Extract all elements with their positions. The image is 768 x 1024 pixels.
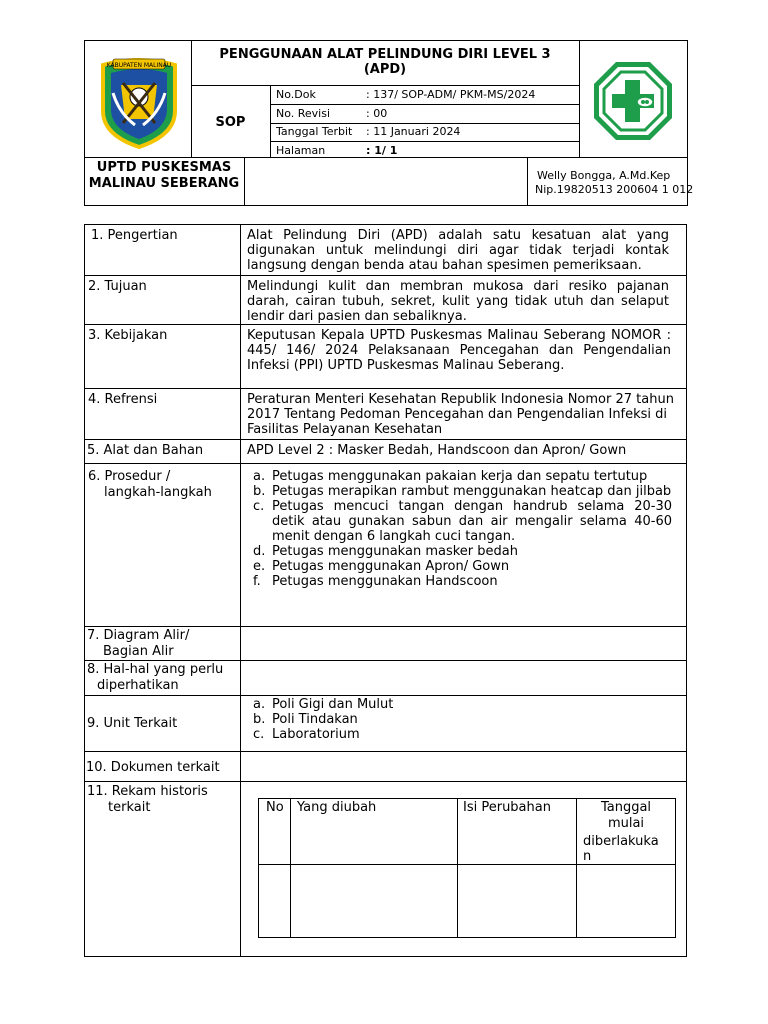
section-text-kebijakan: Keputusan Kepala UPTD Puskesmas Malinau Seberang NOMOR : 445/ 146/ 2024 Pelaksanaan Pencegahan dan Pengendalian Infeksi (PPI) UPTD Puskesmas Malinau Seberang. — [247, 328, 671, 373]
section-text-refrensi: Peraturan Menteri Kesehatan Republik Indonesia Nomor 27 tahun 2017 Tentang Pedoman Pencegahan dan Pengendalian Infeksi di Fasilitas Pelayanan Kesehatan — [247, 392, 674, 437]
meta-label-no-dok: No.Dok — [276, 88, 316, 101]
header-divider — [527, 157, 528, 206]
list-item: b. Poli Tindakan — [253, 712, 358, 727]
header-divider — [579, 40, 580, 158]
history-col-no: No — [266, 800, 284, 815]
history-col-yang-diubah: Yang diubah — [297, 800, 377, 815]
procedure-steps-list — [242, 469, 672, 589]
organization-name: UPTD PUSKESMAS MALINAU SEBERANG — [88, 160, 240, 191]
history-col-tanggal: mulai — [607, 816, 645, 831]
meta-label-no-revisi: No. Revisi — [276, 107, 331, 120]
meta-label-halaman: Halaman — [276, 144, 326, 157]
header-divider — [270, 141, 579, 142]
section-label-diagram-cont: Bagian Alir — [103, 644, 174, 659]
section-label-prosedur: 6. Prosedur / — [88, 469, 171, 484]
section-label-kebijakan: 3. Kebijakan — [88, 328, 168, 343]
table-row-divider — [84, 439, 687, 440]
section-label-alat-bahan: 5. Alat dan Bahan — [87, 443, 204, 458]
history-col-tanggal: Tanggal — [600, 800, 652, 815]
header-divider — [270, 104, 579, 105]
unit-terkait-list — [242, 697, 672, 742]
section-text-tujuan: Melindungi kulit dan membran mukosa dari resiko pajanan darah, cairan tubuh, sekret, kulit yang tidak utuh dan selaput lendir dari pasien dan sebaliknya. — [247, 279, 669, 324]
list-item: d. Petugas menggunakan masker bedah — [253, 544, 518, 559]
section-label-hal-hal: 8. Hal-hal yang perlu — [87, 662, 224, 677]
section-text-alat-bahan: APD Level 2 : Masker Bedah, Handscoon dan Apron/ Gown — [247, 443, 627, 458]
history-col-divider — [290, 798, 291, 938]
signer-nip: Nip.19820513 200604 1 012 — [535, 183, 694, 196]
kabupaten-emblem-logo — [95, 53, 183, 149]
section-label-tujuan: 2. Tujuan — [88, 279, 147, 294]
table-row-divider — [84, 626, 687, 627]
section-label-dokumen: 10. Dokumen terkait — [86, 760, 220, 775]
meta-value-no-revisi: : 00 — [366, 107, 388, 120]
document-title: PENGGUNAAN ALAT PELINDUNG DIRI LEVEL 3 (APD) — [219, 47, 551, 77]
table-row-divider — [84, 275, 687, 276]
list-item: f. Petugas menggunakan Handscoon — [253, 574, 498, 589]
meta-value-no-dok: : 137/ SOP-ADM/ PKM-MS/2024 — [366, 88, 536, 101]
table-row-divider — [84, 751, 687, 752]
history-col-tanggal: n — [583, 849, 592, 864]
section-text-pengertian: Alat Pelindung Diri (APD) adalah satu kesatuan alat yang digunakan untuk melindungi diri agar tidak terjadi kontak langsung dengan benda atau bahan spesimen pemeriksaan. — [247, 228, 669, 273]
section-label-prosedur-cont: langkah-langkah — [104, 485, 212, 500]
section-label-rekam: 11. Rekam historis — [87, 784, 208, 799]
table-row-divider — [84, 463, 687, 464]
meta-value-tanggal-terbit: : 11 Januari 2024 — [366, 125, 461, 138]
signer-name: Welly Bongga, A.Md.Kep — [537, 169, 671, 182]
logo-caption: KABUPATEN MALINAU — [106, 62, 172, 69]
section-label-unit-terkait: 9. Unit Terkait — [87, 716, 178, 731]
table-row-divider — [84, 388, 687, 389]
history-col-isi: Isi Perubahan — [463, 800, 551, 815]
header-divider — [244, 157, 245, 206]
list-item: a. Petugas menggunakan pakaian kerja dan sepatu tertutup — [253, 469, 648, 484]
history-row-divider — [258, 864, 676, 865]
header-divider — [191, 40, 192, 158]
section-label-rekam-cont: terkait — [108, 800, 151, 815]
list-item: c. Laboratorium — [253, 727, 360, 742]
list-item: e. Petugas menggunakan Apron/ Gown — [253, 559, 510, 574]
meta-value-halaman: : 1/ 1 — [366, 144, 398, 157]
section-label-diagram: 7. Diagram Alir/ — [87, 628, 190, 643]
table-row-divider — [84, 695, 687, 696]
header-divider — [270, 123, 579, 124]
list-item: c. Petugas mencuci tangan dengan handrub selama 20-30 detik atau gunakan sabun dan air mengalir selama 40-60 menit dengan 6 langkah cuci tangan. — [253, 499, 672, 544]
header-divider — [270, 85, 271, 158]
section-label-pengertian: 1. Pengertian — [91, 228, 178, 243]
sop-label: SOP — [215, 115, 246, 130]
section-label-refrensi: 4. Refrensi — [88, 392, 158, 407]
table-row-divider — [84, 324, 687, 325]
table-column-divider — [240, 224, 241, 957]
header-divider — [191, 85, 579, 86]
header-divider — [84, 157, 688, 158]
table-row-divider — [84, 781, 687, 782]
list-item: a. Poli Gigi dan Mulut — [253, 697, 394, 712]
history-col-tanggal: diberlakuka — [583, 834, 659, 849]
table-row-divider — [84, 660, 687, 661]
meta-label-tanggal-terbit: Tanggal Terbit — [276, 125, 353, 138]
puskesmas-logo — [592, 60, 674, 142]
list-item: b. Petugas merapikan rambut menggunakan heatcap dan jilbab — [253, 484, 672, 499]
history-col-divider — [457, 798, 458, 938]
section-label-hal-hal-cont: diperhatikan — [97, 678, 179, 693]
